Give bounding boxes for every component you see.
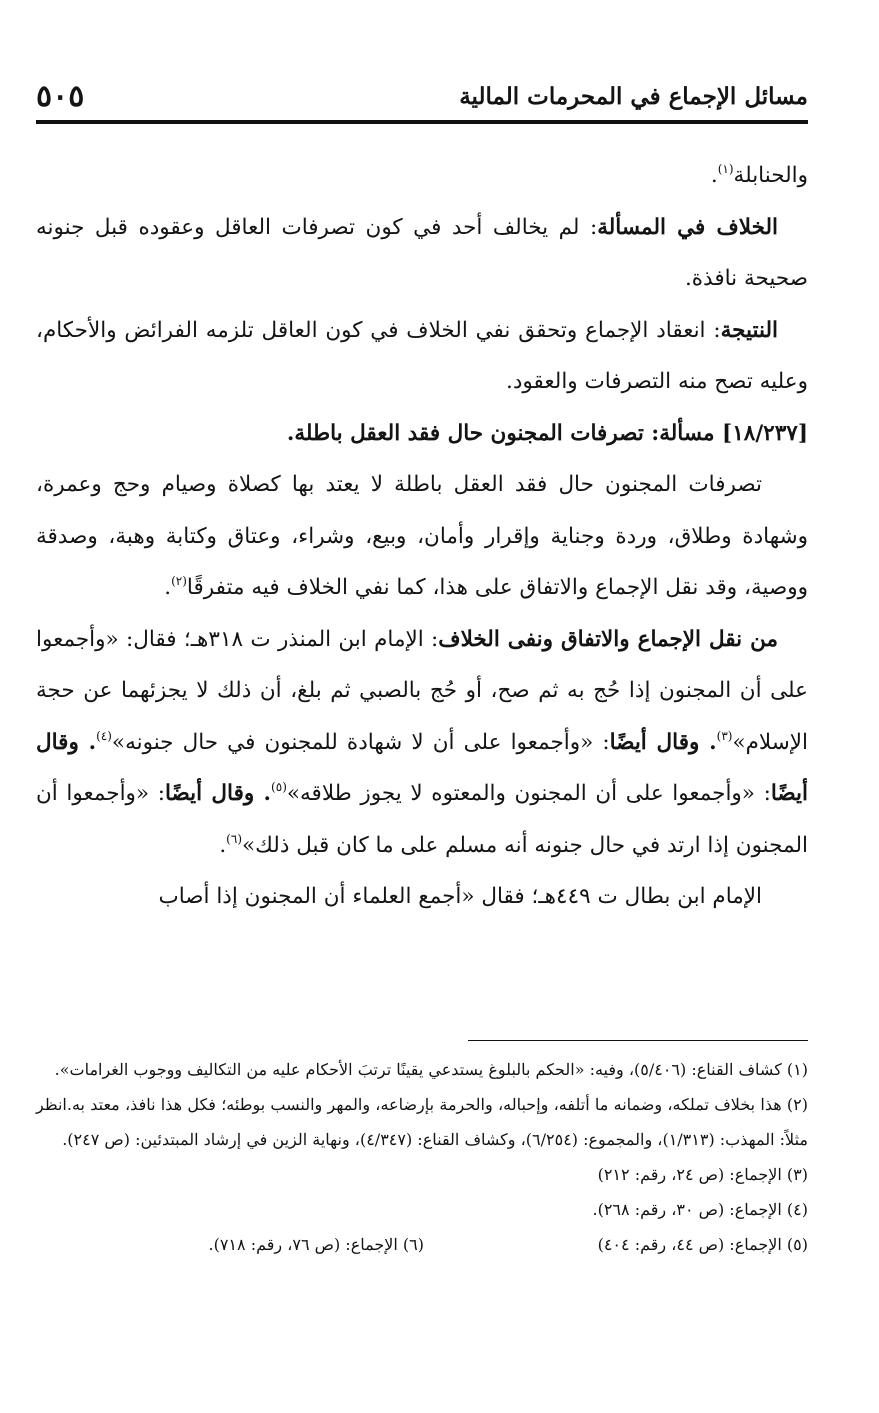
running-title: مسائل الإجماع في المحرمات المالية bbox=[459, 83, 808, 110]
footnote-row bbox=[36, 1227, 808, 1262]
footnote-separator bbox=[468, 1040, 808, 1041]
running-header bbox=[36, 72, 808, 124]
footnote-1: (١) كشاف القناع: (٥/٤٠٦)، وفيه: «الحكم بالبلوغ يستدعي يقينًا ترتبَ الأحكام عليه من التكاليف ووجوب الغرامات». bbox=[54, 1060, 808, 1079]
footnote-ref-5: (٥) bbox=[271, 780, 287, 794]
label-result: النتيجة bbox=[720, 317, 778, 343]
label-consensus: من نقل الإجماع والاتفاق ونفى الخلاف bbox=[438, 626, 778, 652]
footnote-6: (٦) الإجماع: (ص ٧٦، رقم: ٧١٨). bbox=[208, 1235, 424, 1254]
footnote-4: (٤) الإجماع: (ص ٣٠، رقم: ٢٦٨). bbox=[592, 1200, 808, 1219]
footnote-2: (٢) هذا بخلاف تملكه، وضمانه ما أتلفه، وإحباله، والحرمة بإرضاعه، والمهر والنسب بوطئه؛ فكل هذا نافذ، معتد به.انظر مثلاً: المهذب: (١/٣١٣)، والمجموع: (٦/٢٥٤)، وكشاف القناع: (٤/٣٤٧)، ونهاية الزين في إرشاد المبتدئين: (ص ٢٤٧). bbox=[36, 1095, 808, 1149]
footnote-ref-3: (٣) bbox=[716, 728, 733, 743]
paragraph-continuation: والحنابلة$^{(١)}$. bbox=[710, 162, 808, 188]
footnote-5: (٥) الإجماع: (ص ٤٤، رقم: ٤٠٤) bbox=[597, 1235, 808, 1254]
paragraph-consensus-sources: من نقل الإجماع والاتفاق ونفى الخلاف: الإمام ابن المنذر ت ٣١٨هـ؛ فقال: «وأجمعوا على أن المجنون إذا حُج به ثم صح، أو حُج بالصبي ثم بلغ، أن ذلك لا يجزئهما عن حجة الإسلام»$^{(٣)}$. وقال أيضًا: «وأجمعوا على أن لا شهادة للمجنون في حال جنونه»$^{(٤)}$. وقال أيضًا: «وأجمعوا على أن المجنون والمعتوه لا يجوز طلاقه»$^{(٥)}$. وقال أيضًا: «وأجمعوا أن المجنون إذا ارتد في حال جنونه أنه مسلم على ما كان قبل ذلك»$^{(٦)}$. bbox=[36, 626, 809, 858]
page-number: ٥٠٥ bbox=[36, 79, 85, 114]
footnote-3: (٣) الإجماع: (ص ٢٤، رقم: ٢١٢) bbox=[597, 1165, 808, 1184]
footnotes bbox=[36, 1052, 808, 1262]
footnote-ref-6: (٦) bbox=[226, 831, 242, 846]
paragraph-dispute: الخلاف في المسألة: لم يخالف أحد في كون تصرفات العاقل وعقوده قبل جنونه صحيحة نافذة. bbox=[36, 214, 808, 291]
footnote-ref-4: (٤) bbox=[96, 728, 112, 743]
main-text bbox=[36, 150, 808, 923]
issue-heading: [١٨/٢٣٧] مسألة: تصرفات المجنون حال فقد العقل باطلة. bbox=[286, 420, 808, 446]
paragraph-result: النتيجة: انعقاد الإجماع وتحقق نفي الخلاف في كون العاقل تلزمه الفرائض والأحكام، وعليه تصح منه التصرفات والعقود. bbox=[36, 317, 808, 394]
footnote-ref-2: (٢) bbox=[171, 574, 187, 588]
footnote-ref-1: (١) bbox=[717, 162, 734, 176]
label-dispute: الخلاف في المسألة bbox=[597, 214, 778, 240]
paragraph-issue: تصرفات المجنون حال فقد العقل باطلة لا يعتد بها كصلاة وصيام وحج وعمرة، وشهادة وطلاق، وردة وجناية وإقرار وأمان، وبيع، وشراء، وعتاق وكتابة وهبة، وصدقة ووصية، وقد نقل الإجماع والاتفاق على هذا، كما نفي الخلاف فيه متفرقًا$^{(٢)}$. bbox=[36, 472, 808, 600]
paragraph-ibn-battal: الإمام ابن بطال ت ٤٤٩هـ؛ فقال «أجمع العلماء أن المجنون إذا أصاب bbox=[158, 884, 762, 909]
